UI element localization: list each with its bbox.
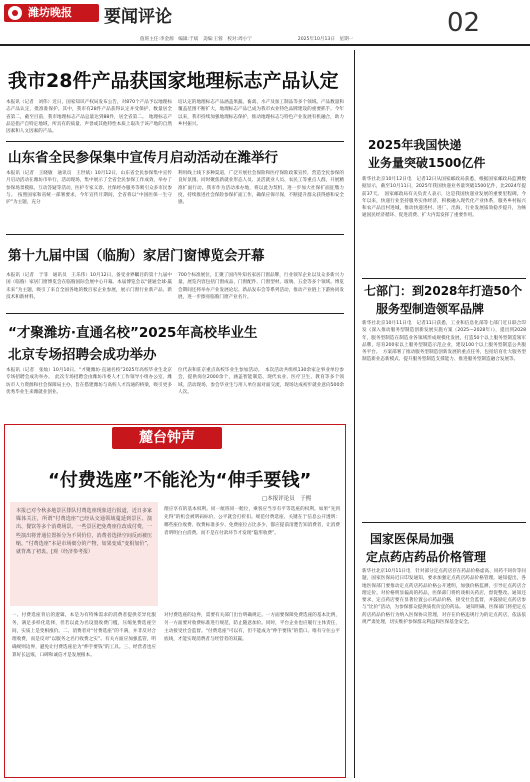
window-expo-body-col1: 本报讯（记者 于菲 通讯员 王乐伟）10月12日，备受业界瞩目的第十九届中国（临朐）家居门窗博览会在临朐国际会展中心开幕。本届博览会以“链通全球·赢未来”为主题，吸引了来自全国各地的数百家企业参展，展示门窗行业新产品、新技术和新材料。 xyxy=(6,273,172,300)
editorial-body-col2: 理应享有的基本权利。同一航班同一舱位，乘客应当享有平等选座的权利。如果“先到先得”的机会被明码标价，公平就会打折扣。规范付费选座，关键在于信息公开透明：哪些座位收费、收费标准多少、免费座位占比多少，都应提前清楚告知消费者，让消费者明明白白消费，而不是在付款环节才发现“隐形收费”。 xyxy=(164,507,340,536)
newspaper-logo xyxy=(4,4,99,22)
divider xyxy=(6,313,344,314)
editorial-body-col3: 对付费选座的边界，需要有关部门出台明确规定。一方面要保障免费选座的基本比例，另一方面要对收费标准进行规范，防止随意加价。同时，平台企业也应履行主体责任，主动接受社会监督。“付费选座”可以有，但不能成为“伸手要钱”的借口。唯有守住公平底线，才能实现消费者与经营者的双赢。 xyxy=(164,613,340,642)
medical-headline-line1: 国家医保局加强 xyxy=(370,532,455,546)
column-divider xyxy=(354,50,355,778)
recruit-headline-line1: “才聚潍坊·直通名校”2025年高校毕业生 xyxy=(8,325,258,341)
window-expo-headline: 第十九届中国（临朐）家居门窗博览会开幕 xyxy=(8,248,265,264)
page-number: 02 xyxy=(447,8,481,38)
express-headline-line2: 业务量突破1500亿件 xyxy=(368,156,486,170)
editorial-quote: 本报已对今秋多地景区排队付费选座现象进行报道，近日多家媒体关注，所谓“付费选座”已经从交通领域蔓延到景区、演出、餐饮等多个消费场景。一些景区把免费座位改成付费，一些演出将普通位置拆分为不同价位，消费者选择空间反而被压缩。“付费选座”本是市场细分的产物，如果变成“变相加价”，就背离了初衷。[观（经济参考报） xyxy=(16,508,152,556)
editorial-headline: “付费选座”不能沦为“伸手要钱” xyxy=(48,470,312,491)
express-body: 新华社北京10月12日电 记者12日从国家邮政局获悉，根据国家邮政局监测数据显示，截至10月11日，2025年我国快递业务量突破1500亿件，比2024年提前37天。 国家邮政局有关负责人表示，这是我国快递业发展的重要里程碑。今年以来，快递行业坚持服务实体经济，积极融入现代化产业体系，服务乡村振兴和农产品出村进城，推动快递进村、进厂、出海，行业发展质效稳步提升，为畅通国民经济循环、促进消费、扩大内需发挥了重要作用。 xyxy=(362,177,526,219)
medical-headline-line2: 定点药店药品价格管理 xyxy=(366,550,487,564)
divider xyxy=(6,141,344,142)
service-headline-line2: 服务型制造领军品牌 xyxy=(376,302,485,316)
shandong-body-col1: 本报讯（记者 王晓敏 通讯员 王世斌）10月12日，山东省全民参保集中宣传月启动活动在潍坊市举行，活动现场，集中展示了全省全民参保工作成效，举办了参保场景模拟、互动答疑等活动，医护专家义诊、社保经办服务等吸引众多市民参与。 按照国家和省统一部署要求，今年宣传月期间，全省将以“中国医保一生守护”为主题，充分 xyxy=(6,171,172,206)
header-meta: 值班主任:李金源 编辑:于斌 美编:王蓉 校对:周小宁 2025年10月13日 星期一 xyxy=(140,37,354,42)
editorial-body-col1: 一、付费选座背后的逻辑，本是为有特殊需求的消费者提供差异化服务，满足多样化选择，但若以此为名设置收费门槛，压缩免费选座空间，实质上是变相涨价。二、消费者对“付费选座”的不满，并非反对合理收费，而是反对“以服务之名行收费之实”。有关方面应加强监管，明确规则边界，避免让付费选座沦为“伸手要钱”的工具。三、经营者也应算好长远账，口碑和诚信才是发展根本。 xyxy=(12,613,156,658)
medical-body: 新华社北京10月11日电 针对部分定点药店存在药品价格虚高、同药不同价等问题，国家医保局近日印发通知，要求加强定点药店药品价格管理。通知提出，各地医保部门要推动定点药店药品价格公开透明，加强价格监测，引导定点药店合理定价。对价格明显偏高的药品，医保部门将约谈相关药店，督促整改。通知还要求，定点药店要在显著位置公示药品价格，接受社会监督，并鼓励定点药店参与“比价”活动，为参保群众提供质优价宜的药品。 通知明确，医保部门将把定点药店药品价格行为纳入医保协议管理，对存在价格违规行为的定点药店，依法依规严肃处理，切实维护参保群众利益和医保基金安全。 xyxy=(362,569,526,626)
recruit-headline-line2: 北京专场招聘会成功举办 xyxy=(8,347,157,363)
lead-body-col2: 培认定的地理标志产品涵盖果蔬、畜禽、水产及加工制品等多个领域。产品数量和覆盖范围不断扩大，地理标志产品已成为我市农业特色品牌建设的重要抓手。今年以来，我市持续加强地理标志保护，推动地理标志与特色产业发展有机融合，助力乡村振兴。 xyxy=(178,100,344,127)
recruit-body-col2: 位代表和驻京重点高校毕业生参加活动。 本次活动共组织130余家企事业单位参会，提供岗位2000余个，涵盖智能制造、现代农业、医疗卫生、教育等多个领域。活动现场，参会毕业生与用人单位面对面交流，现场达成初步就业意向500余人次。 xyxy=(178,368,344,395)
service-body: 新华社北京10月11日电 记者11日获悉，工业和信息化部等七部门近日联合印发《深入推动服务型制造创新发展实施方案（2025—2028年）》，提出到2028年，服务型制造在制造业各领域形成规模化发展，打造50个以上服务型制造领军品牌，培育200家以上服务型制造示范企业，建设100个以上服务型制造公共服务平台。 方案部署了推动服务型制造创新发展的重点任务，包括培育壮大服务型制造新业态新模式、提升服务型制造支撑能力、推进服务型制造融合发展等。 xyxy=(362,321,526,363)
divider xyxy=(362,278,526,279)
recruit-body-col1: 本报讯（记者 张灿）10月10日，“才聚潍坊·直通名校”2025年高校毕业生北京专场招聘会成功举办。 此次专场招聘会由潍坊市委人才工作领导小组办公室、潍坊市人力资源和社会保障局主办，旨在搭建潍坊与高校人才沟通的桥梁，吸引更多优秀毕业生来潍就业创业。 xyxy=(6,368,172,395)
header-rule xyxy=(0,44,530,46)
service-headline-line1: 七部门：到2028年打造50个 xyxy=(364,284,523,298)
express-headline-line1: 2025年我国快递 xyxy=(368,138,462,152)
window-expo-body-col2: 700个标准展位，汇聚了国内外知名家居门窗品牌，行业领军企业以及众多新兴力量，展览内容包括门窗成品、门窗配件、门窗型材、玻璃、五金等多个领域。博览会期间还将举办产业发展论坛、新品发布会等系列活动，推动产业链上下游协同发展，进一步擦亮临朐门窗产业名片。 xyxy=(178,273,344,300)
editorial-byline: □本报评论员 于熙 xyxy=(262,496,312,502)
logo-mark-icon xyxy=(8,6,22,20)
divider xyxy=(362,522,526,523)
editorial-banner: 麓台钟声 xyxy=(112,427,222,449)
shandong-headline: 山东省全民参保集中宣传月启动活动在潍举行 xyxy=(8,150,278,166)
lead-headline: 我市28件产品获国家地理标志产品认定 xyxy=(8,70,339,92)
lead-body-col1: 本报讯（记者 刘伟）近日，国家知识产权局发布公告，对870个产品予以地理标志产品认定，批准准保护。其中，我市有28件产品获得认定并受保护，数量居全省第二，截至目前，我市地理标志产品总量达到88件，居全省第二。 地理标志产品是指产自特定地域，所具有的质量、声誉或其他特性本质上取决于该产地的自然因素和人文因素的产品。 xyxy=(6,100,172,135)
logo-text: 潍坊晚报 xyxy=(28,6,72,19)
shandong-body-col2: 利用线上线下多种渠道，广泛开展社会保险和医疗保险政策宣传，营造全民参保的良好氛围。同时聚焦新就业形态人员、灵活就业人员、农民工等重点人群，开展精准扩面行动。我市作为活动承办地，将以此为契机，进一步加大社保扩面征缴力度，持续推进社会保险参保扩面工作，确保应保尽保，不断提升群众获得感和安全感。 xyxy=(178,171,344,206)
column-title: 要闻评论 xyxy=(104,7,172,27)
divider xyxy=(6,234,344,235)
